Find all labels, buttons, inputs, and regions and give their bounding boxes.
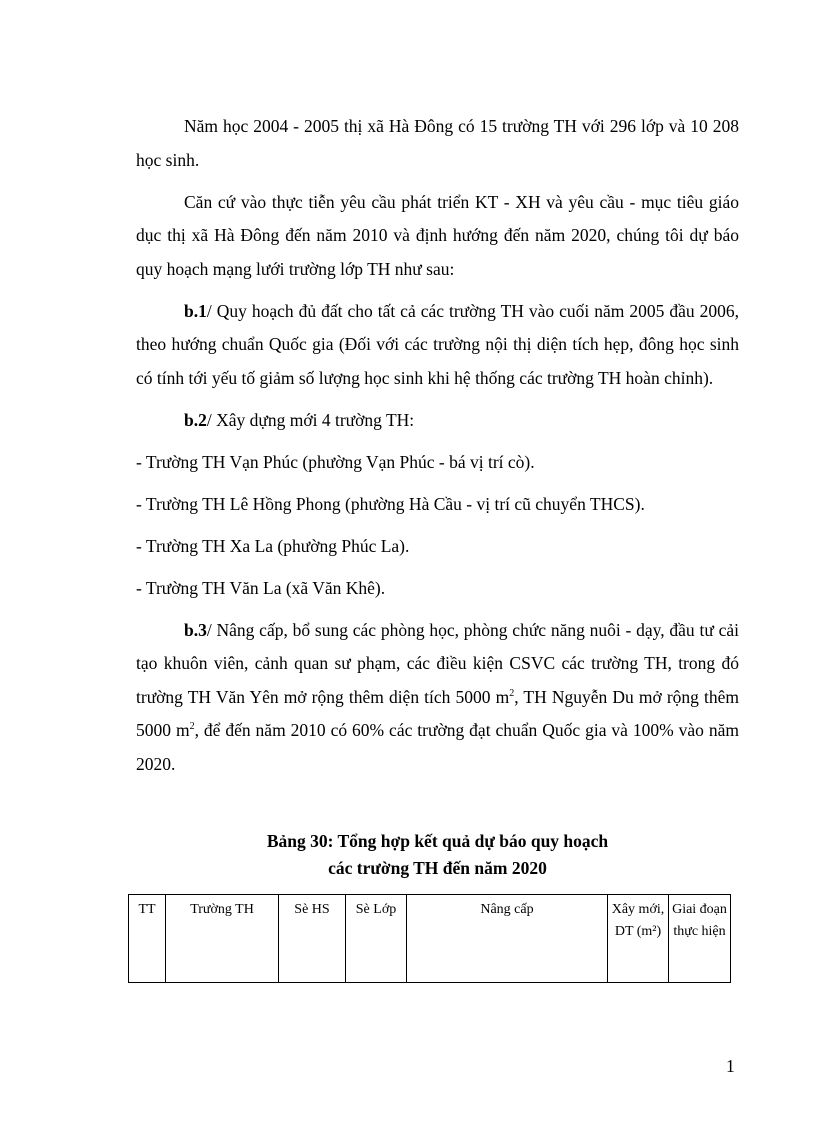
list-item: - Trường TH Vạn Phúc (phường Vạn Phúc - bá vị trí cò). [136,451,535,472]
forecast-table [128,894,731,983]
table-header-row [129,895,731,983]
header-classes: Sè Lớp [346,895,407,983]
header-students: Sè HS [279,895,346,983]
header-tt: TT [129,895,166,983]
list-item: - Trường TH Xa La (phường Phúc La). [136,535,410,556]
header-phase: Giai đoạn thực hiện [669,895,731,983]
paragraph-b3 [136,614,739,782]
b2-text: / Xây dựng mới 4 trường TH: [206,409,415,430]
page-number: 1 [726,1056,735,1076]
list-item: - Trường TH Lê Hồng Phong (phường Hà Cầu - vị trí cũ chuyển THCS). [136,493,645,514]
b3-label: b.3 [184,619,207,640]
header-upgrade: Nâng cấp [407,895,608,983]
b1-text: / Quy hoạch đủ đất cho tất cả các trường TH vào cuối năm 2005 đầu 2006, theo hướng chuẩn Quốc gia (Đối với các trường nội thị diện tích hẹp, đông học sinh có tính tới yếu tố giảm số lượng học sinh khi hệ thống các trường TH hoàn chỉnh). [136,300,739,388]
header-school: Trường TH [166,895,279,983]
b3-sup-a: 2 [509,687,515,699]
b3-text-b: , TH Nguyễn Du mở rộng thêm 5000 m [136,686,739,740]
paragraph-intro: Năm học 2004 - 2005 thị xã Hà Đông có 15 trường TH với 296 lớp và 10 208 học sinh. [136,116,739,170]
caption-line-2: các trường TH đến năm 2020 [328,858,547,878]
paragraph-b1 [136,295,739,396]
caption-line-1: Bảng 30: Tổng hợp kết quả dự báo quy hoạch [266,831,609,851]
b2-label: b.2 [184,409,207,430]
b3-sup-b: 2 [189,721,195,733]
b3-text-a: / Nâng cấp, bổ sung các phòng học, phòng chức năng nuôi - dạy, đầu tư cải tạo khuôn viên, cảnh quan sư phạm, các điều kiện CSVC các trường TH, trong đó trường TH Văn Yên mở rộng thêm diện tích 5000 m [136,619,739,707]
body-text [136,110,739,790]
table-caption [136,828,739,882]
paragraph-b2 [136,404,739,438]
header-new-area: Xây mới, DT (m²) [608,895,669,983]
list-item: - Trường TH Văn La (xã Văn Khê). [136,577,386,598]
b3-text-c: , để đến năm 2010 có 60% các trường đạt chuẩn Quốc gia và 100% vào năm 2020. [136,720,739,774]
paragraph-basis: Căn cứ vào thực tiễn yêu cầu phát triển KT - XH và yêu cầu - mục tiêu giáo dục thị xã Hà Đông đến năm 2010 và định hướng đến năm 2020, chúng tôi dự báo quy hoạch mạng lưới trường lớp TH như sau: [136,191,739,279]
b1-label: b.1 [184,300,207,321]
